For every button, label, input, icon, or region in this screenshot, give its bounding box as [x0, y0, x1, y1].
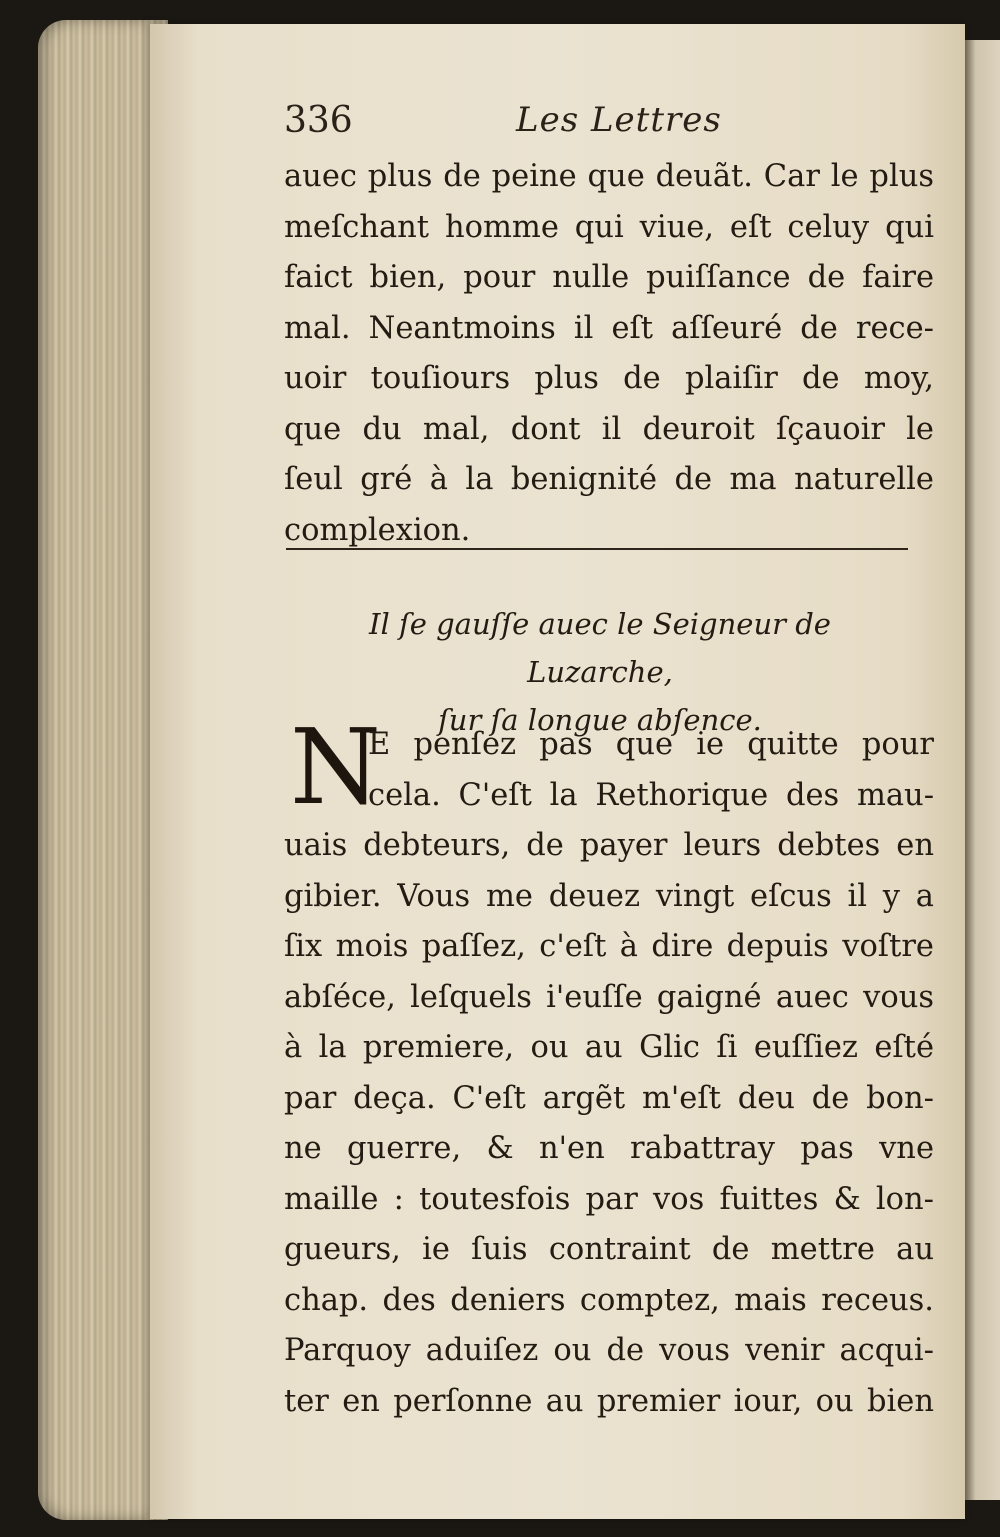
text-line: ſix mois paſſez, c'eſt à dire depuis voſtre	[284, 929, 934, 964]
text-line: abſéce, leſquels i'euſſe gaigné auec vous	[284, 979, 934, 1015]
text-line: uoir touſiours plus de plaiſir de moy,	[284, 361, 934, 396]
text-line: cela. C'eſt la Rethorique des mau-	[368, 777, 934, 813]
text-line: Parquoy aduiſez ou de vous venir acqui-	[284, 1333, 934, 1368]
page-number: 336	[284, 100, 353, 141]
text-line: par deça. C'eſt argẽt m'eſt deu de bon-	[284, 1080, 934, 1116]
heading-line: Il ſe gauſſe auec le Seigneur de Luzarche,	[369, 607, 831, 689]
text-line: ne guerre, & n'en rabattray pas vne	[284, 1131, 934, 1166]
text-line: faict bien, pour nulle puiſſance de faire	[284, 260, 934, 295]
text-line: auec plus de peine que deuãt. Car le plus	[284, 159, 934, 194]
text-line: gibier. Vous me deuez vingt eſcus il y a	[284, 878, 934, 914]
drop-cap: N	[290, 706, 381, 828]
text-line: ſeul gré à la benignité de ma naturelle	[284, 462, 934, 497]
text-line: chap. des deniers comptez, mais receus.	[284, 1282, 934, 1318]
text-line: que du mal, dont il deuroit ſçauoir le	[284, 411, 934, 447]
text-line: meſchant homme qui viue, eſt celuy qui	[284, 209, 934, 245]
section-divider	[286, 548, 908, 550]
text-line: uais debteurs, de payer leurs debtes en	[284, 828, 934, 863]
text-line: complexion.	[284, 512, 471, 548]
text-line: gueurs, ie ſuis contraint de mettre au	[284, 1232, 934, 1267]
text-line: ter en perſonne au premier iour, ou bien	[284, 1383, 934, 1419]
text-line: mal. Neantmoins il eſt aſſeuré de rece-	[284, 310, 934, 346]
text-line: maille : toutesfois par vos fuittes & lon-	[284, 1181, 934, 1217]
running-title: Les Lettres	[516, 100, 722, 140]
text-line: à la premiere, ou au Glic ſi euſſiez eſté	[284, 1030, 934, 1065]
paragraph-2	[284, 720, 934, 1427]
text-line: E penſez pas que ie quitte pour	[368, 727, 934, 762]
facing-page-edge	[965, 40, 1000, 1500]
heading-line: ſur ſa longue abſence.	[438, 703, 762, 737]
book-fore-edge	[38, 20, 168, 1520]
running-head	[284, 100, 924, 150]
paragraph-1	[284, 152, 934, 556]
